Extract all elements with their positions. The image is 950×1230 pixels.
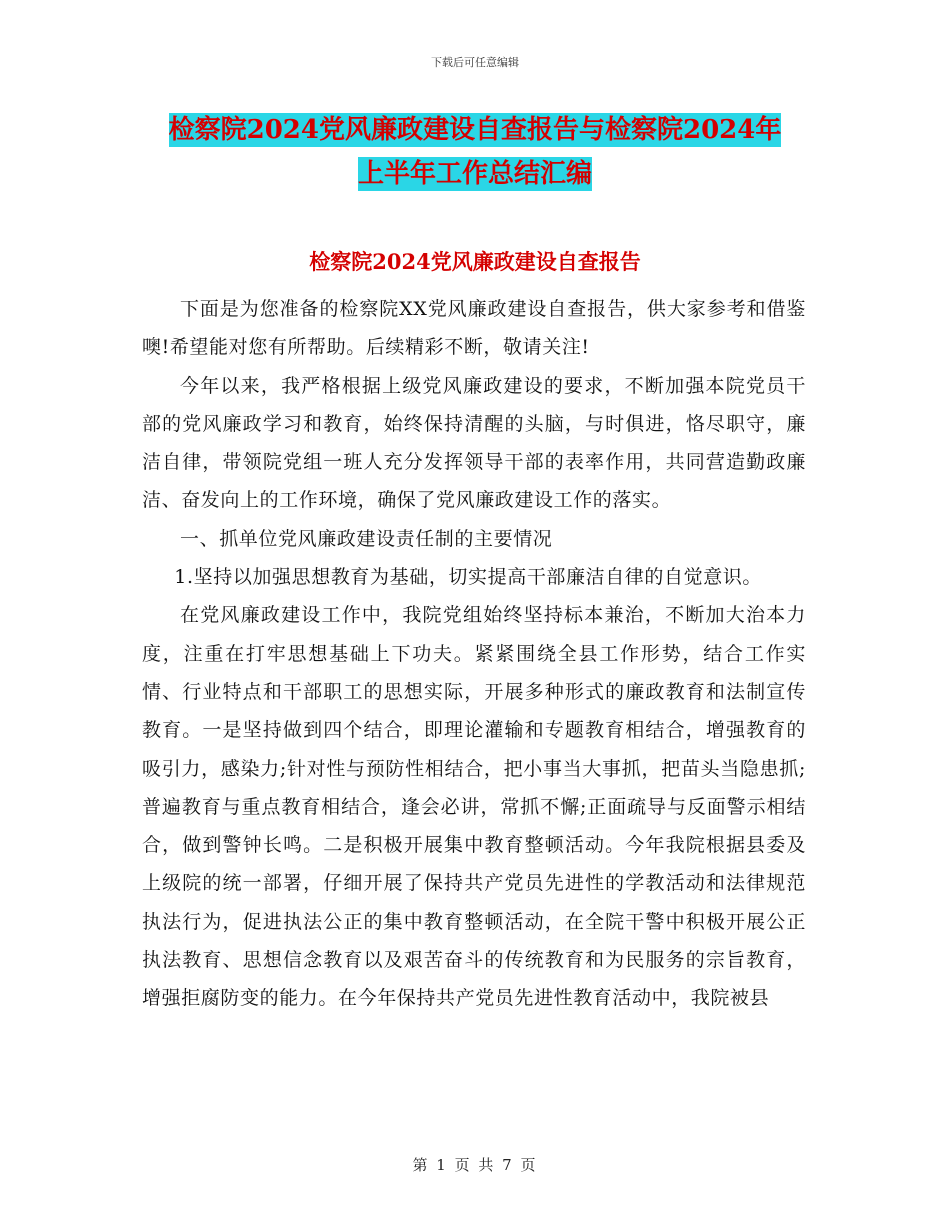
- document-title-line-1: [0, 112, 950, 148]
- section-title: 检察院2024党风廉政建设自查报告: [309, 249, 641, 274]
- paragraph-detail: 在党风廉政建设工作中，我院党组始终坚持标本兼治，不断加大治本力度，注重在打牢思想基础上下功夫。紧紧围绕全县工作形势，结合工作实情、行业特点和干部职工的思想实际，开展多种形式的廉政教育和法制宣传教育。一是坚持做到四个结合，即理论灌输和专题教育相结合，增强教育的吸引力，感染力;针对性与预防性相结合，把小事当大事抓，把苗头当隐患抓;普遍教育与重点教育相结合，逢会必讲，常抓不懈;正面疏导与反面警示相结合，做到警钟长鸣。二是积极开展集中教育整顿活动。今年我院根据县委及上级院的统一部署，仔细开展了保持共产党员先进性的学教活动和法律规范执法行为，促进执法公正的集中教育整顿活动，在全院干警中积极开展公正执法教育、思想信念教育以及艰苦奋斗的传统教育和为民服务的宗旨教育，增强拒腐防变的能力。在今年保持共产党员先进性教育活动中，我院被县: [142, 604, 806, 1010]
- paragraph-overview: 今年以来，我严格根据上级党风廉政建设的要求，不断加强本院党员干部的党风廉政学习和教育，始终保持清醒的头脑，与时俱进，恪尽职守，廉洁自律，带领院党组一班人充分发挥领导干部的表率作用，共同营造勤政廉洁、奋发向上的工作环境，确保了党风廉政建设工作的落实。: [142, 374, 806, 512]
- page-header-note: 下载后可任意编辑: [431, 56, 519, 69]
- document-title-line-2: [0, 156, 950, 192]
- section-heading-1: 一、抓单位党风廉政建设责任制的主要情况: [180, 527, 553, 550]
- document-body: [142, 290, 806, 1018]
- subsection-heading-1: 1.坚持以加强思想教育为基础，切实提高干部廉洁自律的自觉意识。: [174, 566, 763, 589]
- title-highlight-2: 上半年工作总结汇编: [357, 159, 592, 189]
- paragraph-intro: 下面是为您准备的检察院XX党风廉政建设自查报告，供大家参考和借鉴噢!希望能对您有所帮助。后续精彩不断，敬请关注!: [142, 298, 806, 359]
- title-highlight-1: 检察院2024党风廉政建设自查报告与检察院2024年: [168, 115, 782, 145]
- page-footer-pagination: 第 1 页 共 7 页: [412, 1156, 538, 1174]
